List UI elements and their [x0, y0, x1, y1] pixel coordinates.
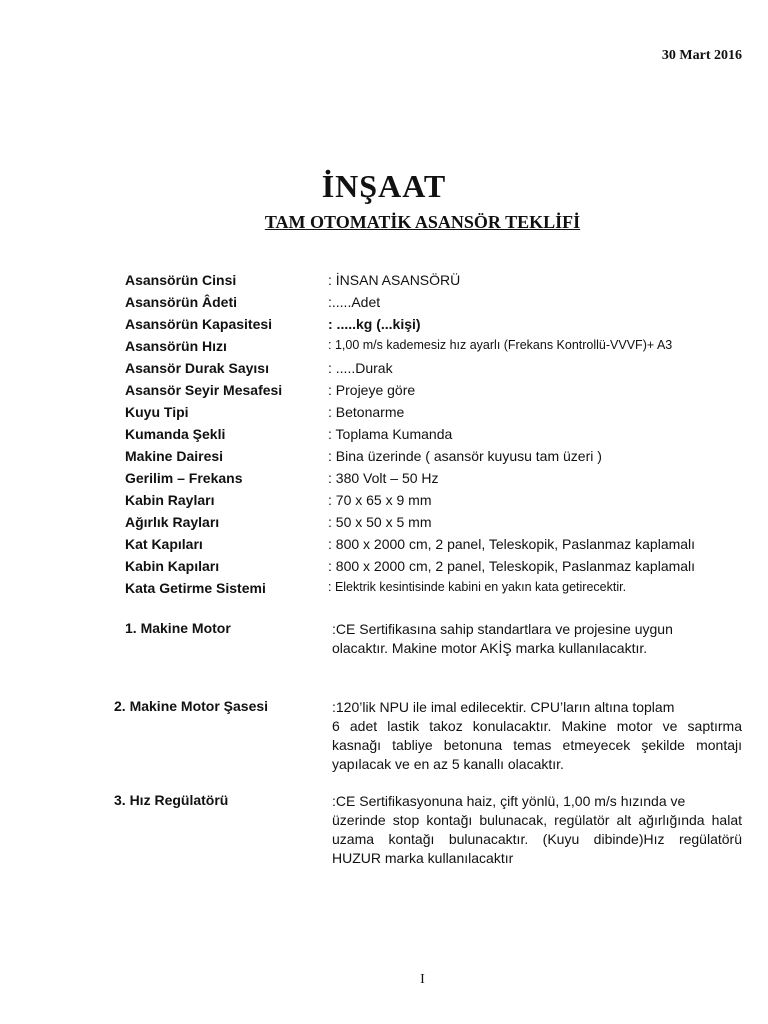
spec-value: : 800 x 2000 cm, 2 panel, Teleskopik, Paslanmaz kaplamalı: [328, 536, 696, 552]
spec-label: Makine Dairesi: [125, 448, 224, 464]
section-label: 2. Makine Motor Şasesi: [114, 698, 269, 714]
section-label: 3. Hız Regülatörü: [114, 792, 229, 808]
spec-row-machine-room: [0, 448, 768, 470]
spec-row-cabin-doors: [0, 558, 768, 580]
spec-label: Asansör Durak Sayısı: [125, 360, 269, 376]
spec-row-shaft-type: [0, 404, 768, 426]
spec-row-weight-rails: [0, 514, 768, 536]
section-line: üzerinde stop kontağı bulunacak, regülatör alt ağırlığında halat uzama kontağı bulunacaktır. (Kuyu dibinde)Hız regülatörü HUZUR marka kullanılacaktır: [332, 812, 742, 866]
section-line: 6 adet lastik takoz konulacaktır. Makine motor ve saptırma kasnağı tabliye betonuna temas etmeyecek şekilde montajı yapılacak ve en az 5 kanallı olacaktır.: [332, 718, 742, 772]
spec-row-cabin-rails: [0, 492, 768, 514]
document-date: 30 Mart 2016: [661, 48, 742, 63]
section-line: :CE Sertifikasyonuna haiz, çift yönlü, 1,00 m/s hızında ve: [332, 793, 686, 809]
spec-row-rescue-system: [0, 580, 768, 602]
spec-label: Gerilim – Frekans: [125, 470, 243, 486]
spec-value: : .....kg (...kişi): [328, 316, 421, 332]
spec-label: Kumanda Şekli: [125, 426, 226, 442]
spec-value: : Projeye göre: [328, 382, 416, 398]
spec-row-count: [0, 294, 768, 316]
spec-label: Kabin Kapıları: [125, 558, 220, 574]
spec-label: Asansör Seyir Mesafesi: [125, 382, 283, 398]
section-text: [332, 620, 742, 658]
spec-label: Asansörün Cinsi: [125, 272, 237, 288]
spec-label: Kata Getirme Sistemi: [125, 580, 266, 596]
spec-value: : 50 x 50 x 5 mm: [328, 514, 432, 530]
spec-value: : Bina üzerinde ( asansör kuyusu tam üzeri ): [328, 448, 602, 464]
spec-row-stops: [0, 360, 768, 382]
spec-value: : Elektrik kesintisinde kabini en yakın kata getirecektir.: [328, 580, 627, 594]
spec-row-travel: [0, 382, 768, 404]
section-line: olacaktır. Makine motor AKİŞ marka kullanılacaktır.: [332, 640, 648, 656]
spec-value: : Betonarme: [328, 404, 405, 420]
spec-row-voltage: [0, 470, 768, 492]
section-label: 1. Makine Motor: [125, 620, 231, 636]
spec-value: : 380 Volt – 50 Hz: [328, 470, 439, 486]
spec-value: : 1,00 m/s kademesiz hız ayarlı (Frekans Kontrollü-VVVF)+ A3: [328, 338, 673, 352]
document-title: İNŞAAT: [321, 168, 447, 204]
section-line: :120’lik NPU ile imal edilecektir. CPU’ların altına toplam: [332, 699, 675, 715]
section-line: :CE Sertifikasına sahip standartlara ve projesine uygun: [332, 621, 673, 637]
spec-label: Asansörün Hızı: [125, 338, 227, 354]
spec-value: : İNSAN ASANSÖRÜ: [328, 272, 461, 288]
spec-label: Asansörün Kapasitesi: [125, 316, 273, 332]
spec-value: : 800 x 2000 cm, 2 panel, Teleskopik, Paslanmaz kaplamalı: [328, 558, 696, 574]
spec-label: Asansörün Âdeti: [125, 294, 238, 310]
spec-row-control: [0, 426, 768, 448]
spec-row-landing-doors: [0, 536, 768, 558]
document-subtitle: TAM OTOMATİK ASANSÖR TEKLİFİ: [264, 212, 581, 232]
section-text: [332, 698, 742, 774]
spec-value: : 70 x 65 x 9 mm: [328, 492, 432, 508]
spec-label: Ağırlık Rayları: [125, 514, 220, 530]
section-text: [332, 792, 742, 868]
spec-value: :.....Adet: [328, 294, 381, 310]
spec-row-type: [0, 272, 768, 294]
spec-row-capacity: [0, 316, 768, 338]
spec-label: Kat Kapıları: [125, 536, 203, 552]
spec-value: : .....Durak: [328, 360, 393, 376]
page-number: I: [420, 972, 425, 987]
spec-label: Kabin Rayları: [125, 492, 215, 508]
spec-label: Kuyu Tipi: [125, 404, 189, 420]
spec-row-speed: [0, 338, 768, 360]
spec-value: : Toplama Kumanda: [328, 426, 453, 442]
